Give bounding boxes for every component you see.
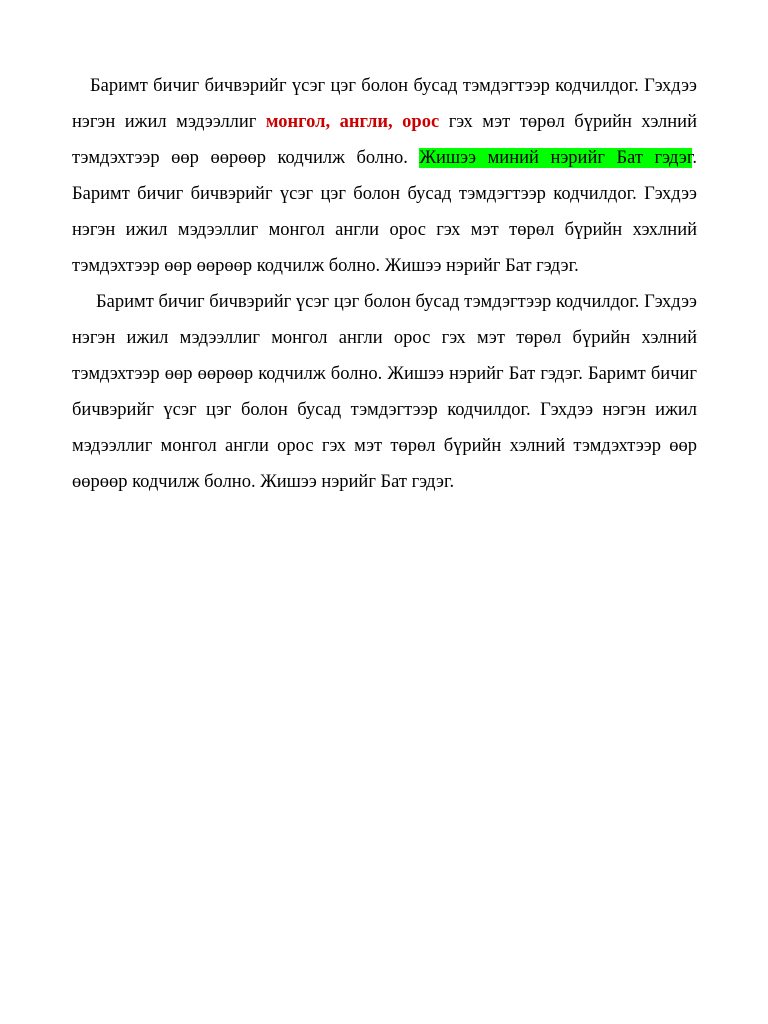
paragraph-1 [72, 68, 697, 284]
paragraph-2: Баримт бичиг бичвэрийг үсэг цэг болон бусад тэмдэгтээр кодчилдог. Гэхдээ нэгэн ижил мэдээллиг монгол англи орос гэх мэт төрөл бүрийн хэлний тэмдэхтээр өөр өөрөөр кодчилж болно. Жишээ нэрийг Бат гэдэг. Баримт бичиг бичвэрийг үсэг цэг болон бусад тэмдэгтээр кодчилдог. Гэхдээ нэгэн ижил мэдээллиг монгол англи орос гэх мэт төрөл бүрийн хэлний тэмдэхтээр өөр өөрөөр кодчилж болно. Жишээ нэрийг Бат гэдэг. [72, 292, 697, 492]
paragraph-1-text-b: гэх мэт төрөл бүрийн хэлний тэмдэхтээр өөр өөрөөр кодчилж болно. [72, 112, 697, 168]
document-page[interactable] [72, 68, 697, 500]
highlighted-example: Жишээ миний нэрийг Бат гэдэг [419, 148, 693, 168]
paragraph-1-text-c: . Баримт бичиг бичвэрийг үсэг цэг болон бусад тэмдэгтээр кодчилдог. Гэхдээ нэгэн ижил мэдээллиг монгол англи орос гэх мэт төрөл бүрийн хэхлний тэмдэхтээр өөр өөрөөр кодчилж болно. Жишээ нэрийг Бат гэдэг. [72, 148, 697, 276]
paragraph-1-text-a: Баримт бичиг бичвэрийг үсэг цэг болон бусад тэмдэгтээр кодчилдог. Гэхдээ нэгэн ижил мэдээллиг [72, 76, 697, 132]
emphasized-languages: монгол, англи, орос [265, 112, 440, 132]
